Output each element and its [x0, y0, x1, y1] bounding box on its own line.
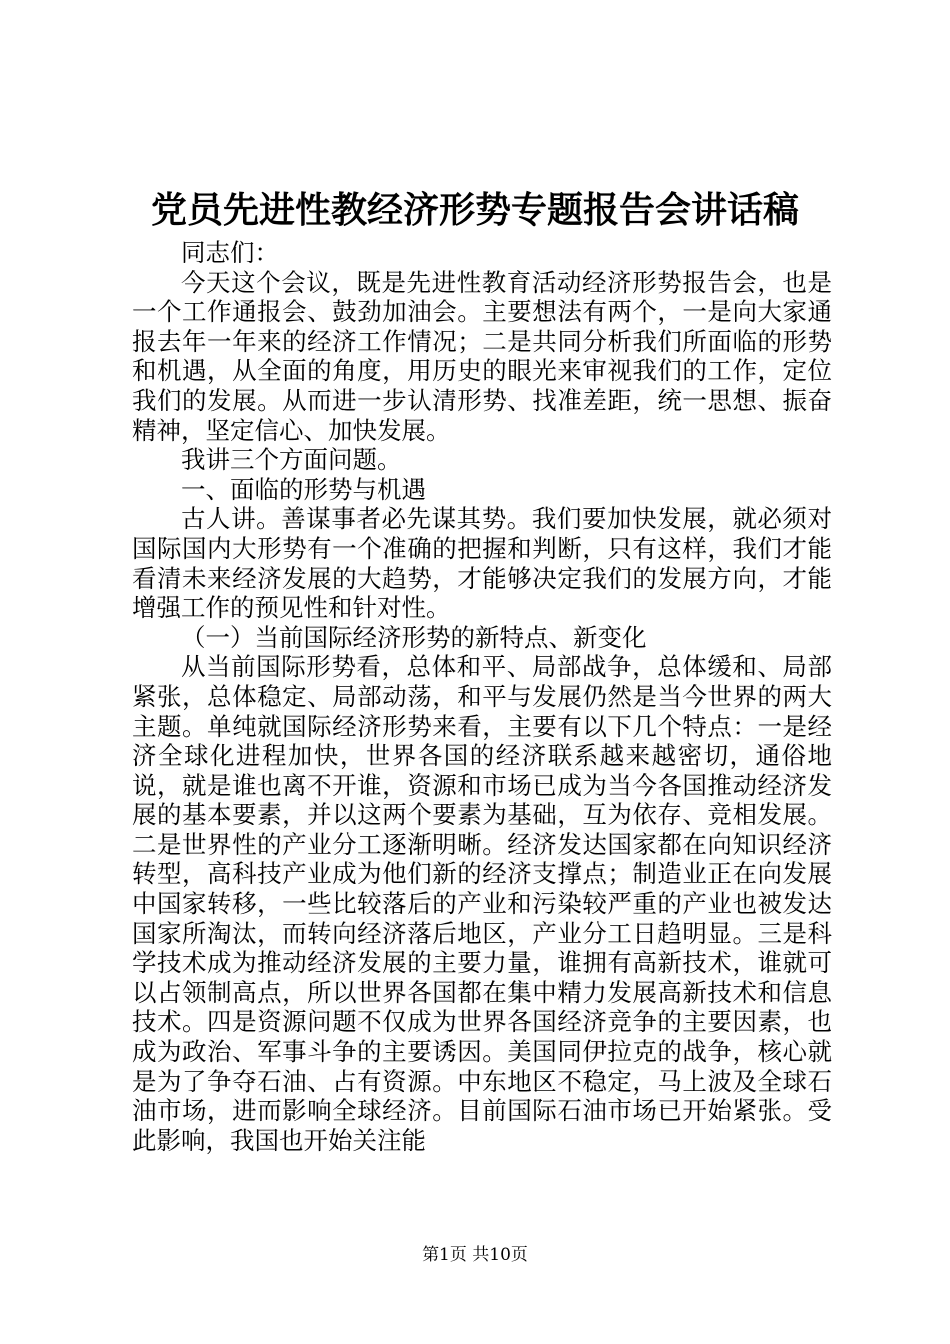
page-footer: 第1页 共10页	[422, 1245, 528, 1265]
salutation: 同志们：	[181, 238, 279, 267]
paragraph-international: 从当前国际形势看，总体和平、局部战争，总体缓和、局部紧张，总体稳定、局部动荡，和平与发展仍然是当今世界的两大主题。单纯就国际经济形势来看，主要有以下几个特点：一是经济全球化进程加快，世界各国的经济联系越来越密切，通俗地说，就是谁也离不开谁，资源和市场已成为当今各国推动经济发展的基本要素，并以这两个要素为基础，互为依存、竞相发展。二是世界性的产业分工逐渐明晰。经济发达国家都在向知识经济转型，高科技产业成为他们新的经济支撑点；制造业正在向发展中国家转移，一些比较落后的产业和污染较严重的产业也被发达国家所淘汰，而转向经济落后地区，产业分工日趋明显。三是科学技术成为推动经济发展的主要力量，谁拥有高新技术，谁就可以占领制高点，所以世界各国都在集中精力发展高新技术和信息技术。四是资源问题不仅成为世界各国经济竞争的主要因素，也成为政治、军事斗争的主要诱因。美国同伊拉克的战争，核心就是为了争夺石油、占有资源。中东地区不稳定，马上波及全球石油市场，进而影响全球经济。目前国际石油市场已开始紧张。受此影响，我国也开始关注能	[132, 652, 832, 1155]
paragraph-intro: 今天这个会议，既是先进性教育活动经济形势报告会，也是一个工作通报会、鼓劲加油会。主要想法有两个，一是向大家通报去年一年来的经济工作情况；二是共同分析我们所面临的形势和机遇，从全面的角度，用历史的眼光来审视我们的工作，定位我们的发展。从而进一步认清形势、找准差距，统一思想、振奋精神，坚定信心、加快发展。	[132, 267, 832, 445]
section-heading-1: 一、面临的形势与机遇	[181, 474, 426, 504]
paragraph-outline: 我讲三个方面问题。	[181, 445, 402, 475]
paragraph-situation: 古人讲。善谋事者必先谋其势。我们要加快发展，就必须对国际国内大形势有一个准确的把握和判断，只有这样，我们才能看清未来经济发展的大趋势，才能够决定我们的发展方向，才能增强工作的预见性和针对性。	[132, 504, 832, 623]
document-body	[132, 238, 832, 1155]
subsection-heading-1: （一）当前国际经济形势的新特点、新变化	[181, 622, 647, 652]
document-title: 党员先进性教经济形势专题报告会讲话稿	[150, 189, 799, 231]
